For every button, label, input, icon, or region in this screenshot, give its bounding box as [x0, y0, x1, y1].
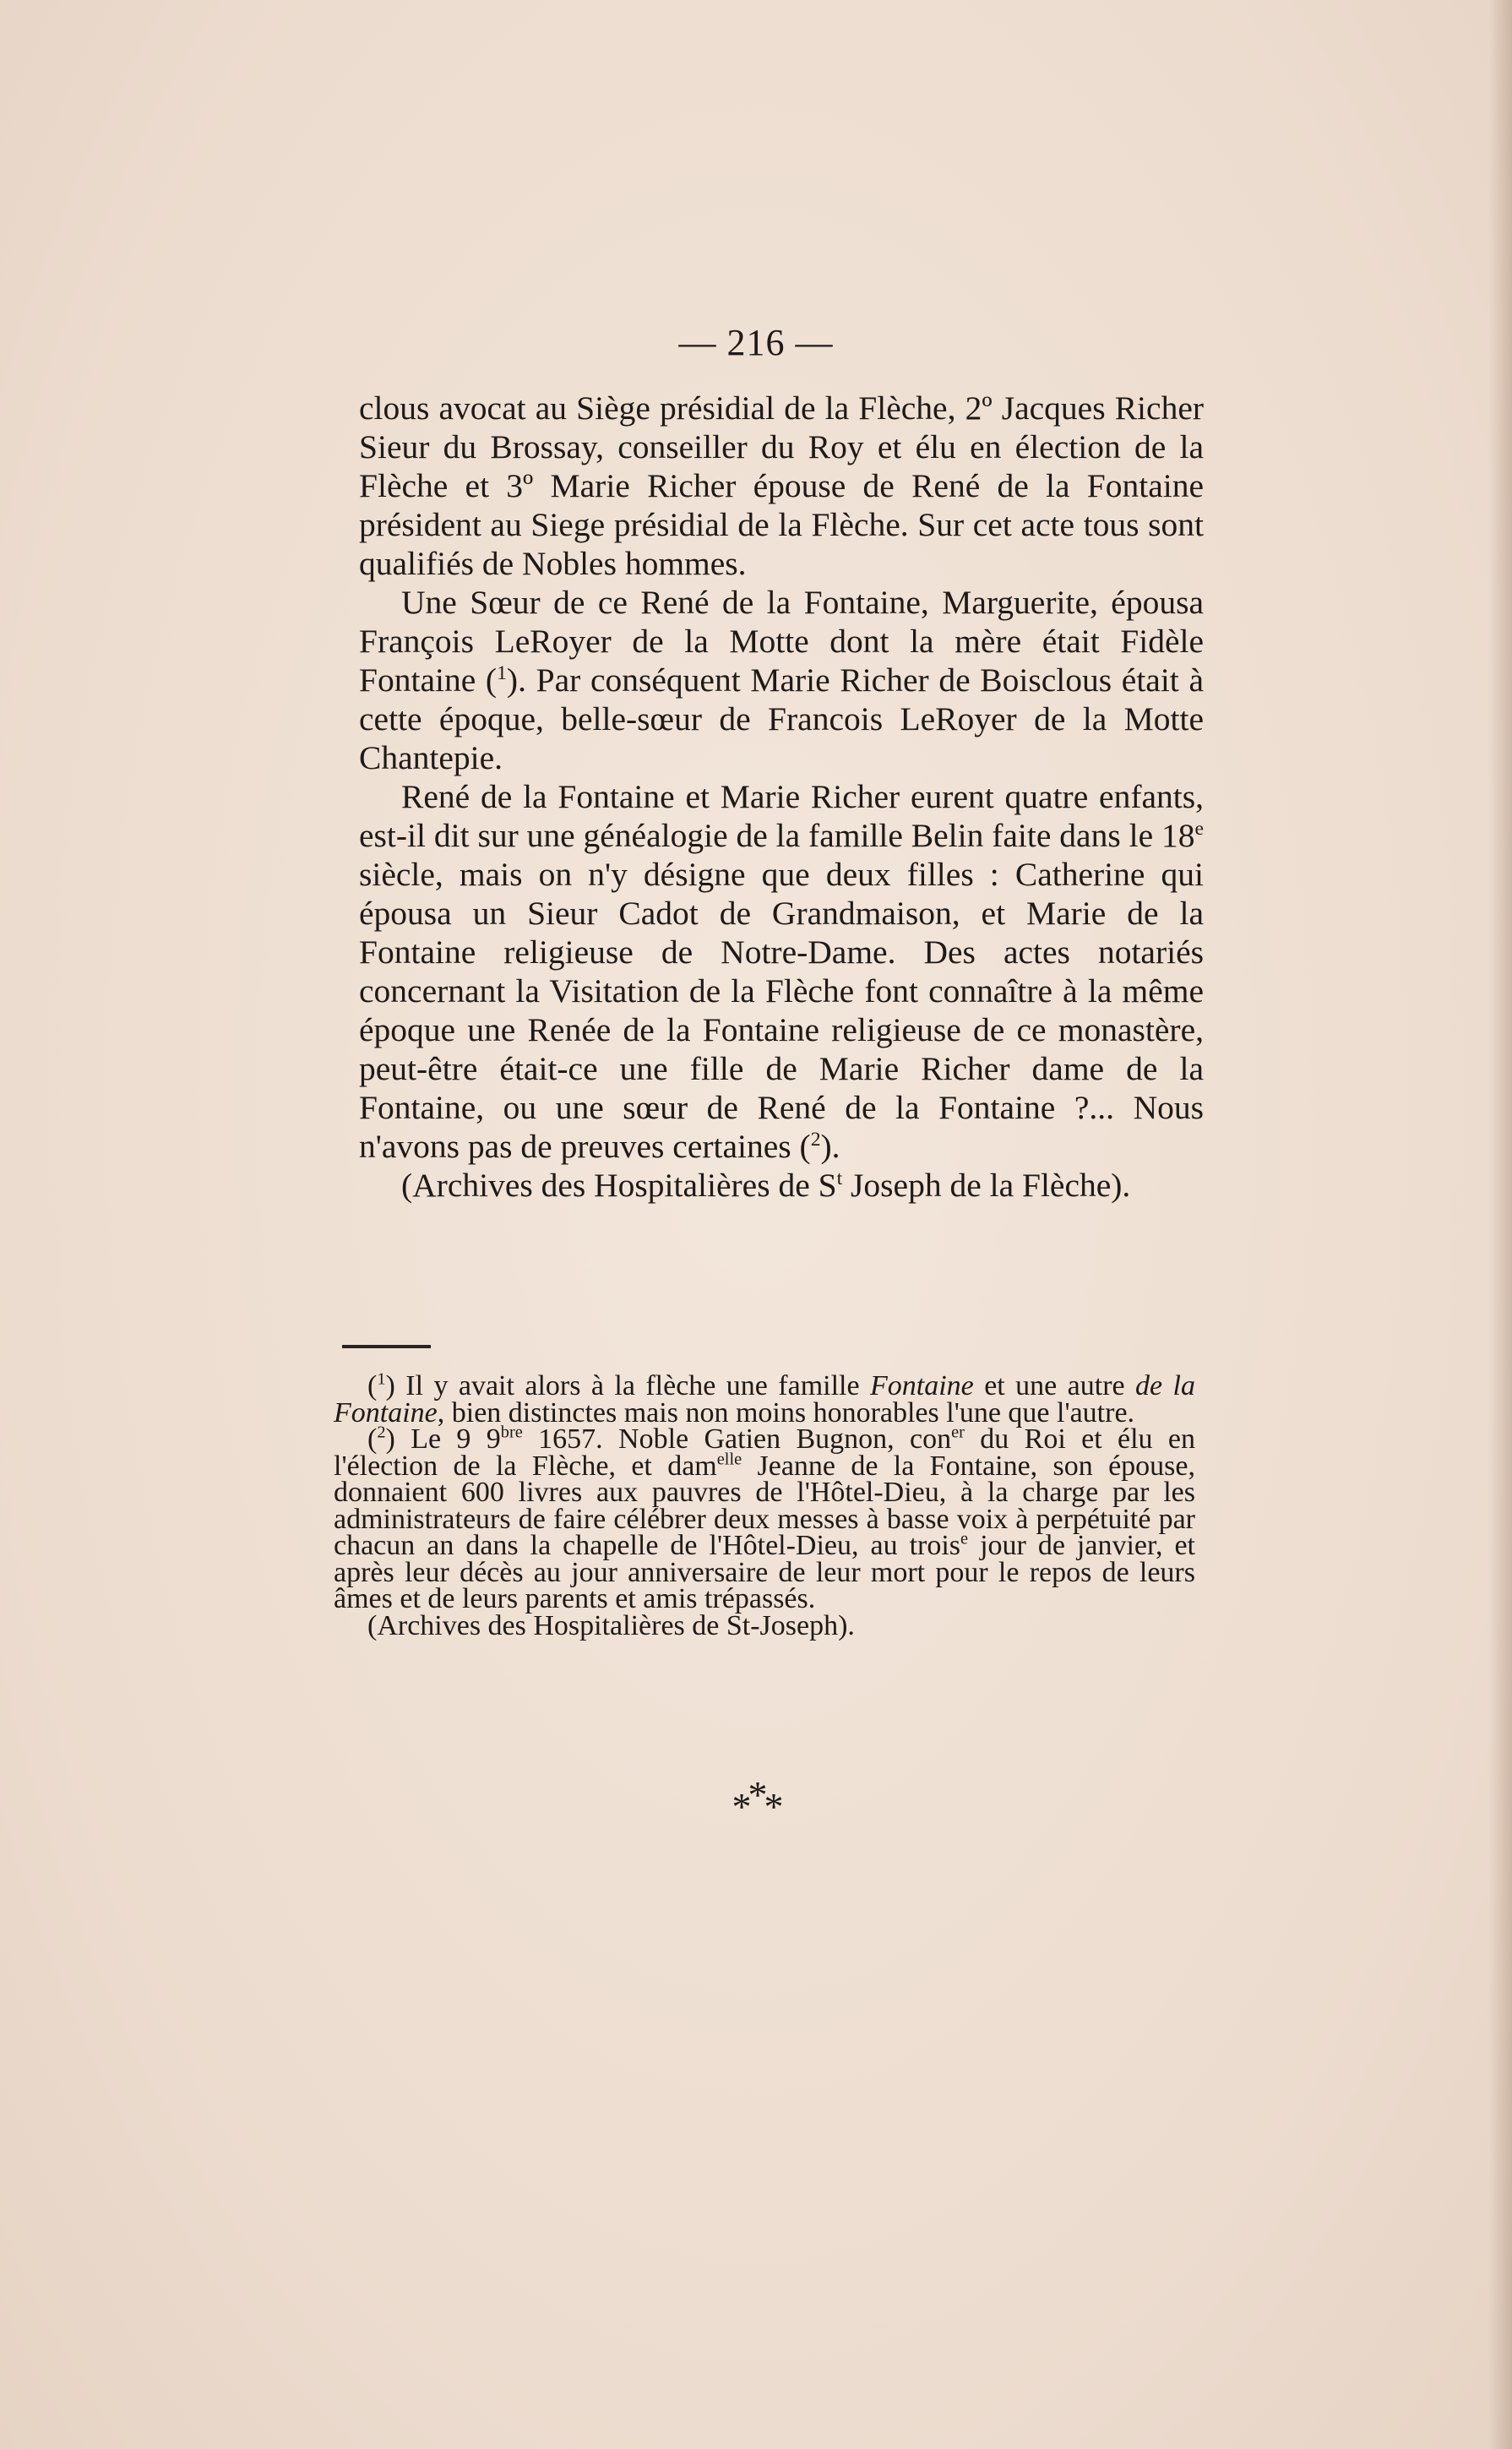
footnote-archive: (Archives des Hospitalières de St-Joseph).	[367, 1609, 855, 1641]
page-edge-shadow	[1488, 0, 1512, 2449]
footnotes	[334, 1369, 1195, 1641]
footnote-rule	[342, 1345, 431, 1348]
paragraph-4: (Archives des Hospitalières de $S^t$ Joseph de la Flèche).	[401, 1167, 1131, 1204]
page-number: — 216 —	[678, 322, 834, 363]
asterism-ornament	[0, 1773, 1512, 1829]
paragraph-2: Une Sœur de ce René de la Fontaine, Marguerite, épousa François LeRoyer de la Motte dont la mère était Fidèle Fontaine ($^1$). Par conséquent Marie Richer de Boisclous était à cette époque, belle-sœur de Francois LeRoyer de la Motte Chantepie.	[359, 584, 1204, 776]
footnote-1: ($^1$) Il y avait alors à la flèche une famille Fontaine et une autre de la Fontaine, bien distinctes mais non moins honorables l'une que l'autre.	[334, 1369, 1195, 1429]
paragraph-1: clous avocat au Siège présidial de la Flèche, 2º Jacques Richer Sieur du Brossay, conseiller du Roy et élu en élection de la Flèche et 3º Marie Richer épouse de René de la Fontaine président au Siege présidial de la Flèche. Sur cet acte tous sont qualifiés de Nobles hommes.	[359, 389, 1204, 582]
star-icon: *	[764, 1785, 780, 1828]
main-text	[359, 389, 1204, 1205]
paragraph-3: René de la Fontaine et Marie Richer eurent quatre enfants, est-il dit sur une généalogie de la famille Belin faite dans le 18e siècle, mais on n'y désigne que deux filles : Catherine qui épousa un Sieur Cadot de Grandmaison, et Marie de la Fontaine religieuse de Notre-Dame. Des actes notariés concernant la Visitation de la Flèche font connaître à la même époque une Renée de la Fontaine religieuse de ce monastère, peut-être était-ce une fille de Marie Richer dame de la Fontaine, ou une sœur de René de la Fontaine ?... Nous n'avons pas de preuves certaines ($^2$).	[359, 778, 1204, 1165]
star-icon: *	[748, 1773, 764, 1816]
footnote-2: ($^2$) Le 9 $9^{bre}$ 1657. Noble Gatien Bugnon, con$^{er}$ du Roi et élu en l'élection de la Flèche, et dam$^{elle}$ Jeanne de la Fontaine, son épouse, donnaient 600 livres aux pauvres de l'Hôtel-Dieu, à la charge par les administrateurs de faire célébrer deux messes à basse voix à perpétuité par chacun an dans la chapelle de l'Hôtel-Dieu, au trois$^e$ jour de janvier, et après leur décès au jour anniversaire de leur mort pour le repos de leurs âmes et de leurs parents et amis trépassés.	[334, 1423, 1195, 1614]
star-icon: *	[732, 1785, 748, 1828]
